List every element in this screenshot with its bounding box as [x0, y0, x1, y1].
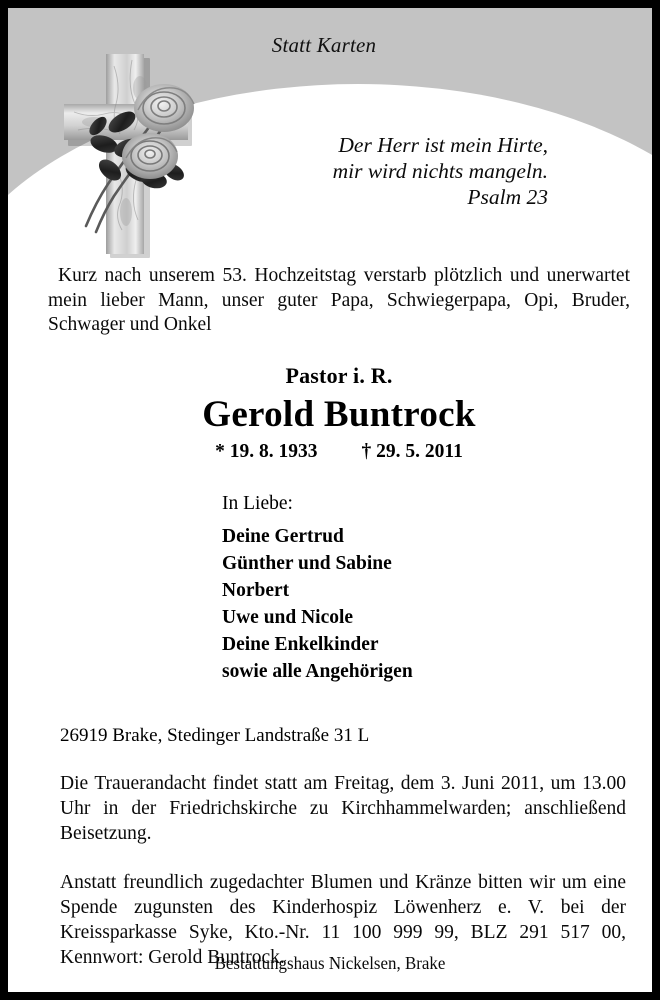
notice-body — [8, 258, 652, 989]
funeral-home-credit: Bestattungshaus Nickelsen, Brake — [214, 953, 446, 973]
mourner-name: Günther und Sabine — [222, 552, 392, 574]
psalm-quote — [333, 132, 548, 210]
psalm-line-1: Der Herr ist mein Hirte, — [338, 133, 548, 157]
family-address: 26919 Brake, Stedinger Landstraße 31 L — [60, 724, 370, 746]
mourner-name: Uwe und Nicole — [222, 606, 354, 628]
birth-date — [215, 441, 317, 462]
mourner-name: Norbert — [222, 579, 290, 601]
life-dates — [48, 441, 630, 463]
mourner-name: Deine Gertrud — [222, 525, 344, 547]
birth-date-value: 19. 8. 1933 — [229, 440, 318, 462]
psalm-line-2: mir wird nichts mangeln. — [332, 159, 548, 183]
mourners-heading: In Liebe: — [222, 492, 293, 514]
header-band — [8, 8, 652, 258]
death-date-value: 29. 5. 2011 — [376, 440, 463, 462]
marble-cross-with-roses-icon — [44, 52, 210, 258]
death-date — [362, 441, 463, 462]
deceased-name: Gerold Buntrock — [202, 393, 476, 435]
death-cross-icon: † — [361, 440, 372, 462]
service-details: Die Trauerandacht findet statt am Freitag, dem 3. Juni 2011, um 13.00 Uhr in der Friedrichskirche zu Kirchhammelwarden; anschließend Beisetzung. — [60, 772, 626, 844]
mourners-list — [48, 493, 630, 685]
mourner-name: Deine Enkelkinder — [222, 633, 379, 655]
announcement-text: Kurz nach unserem 53. Hochzeitstag verstarb plötzlich und unerwartet mein lieber Mann, unser guter Papa, Schwiegerpapa, Opi, Bruder, Schwager und Onkel — [48, 265, 630, 335]
mourner-name: sowie alle Angehörigen — [222, 660, 413, 682]
donation-request: Anstatt freundlich zugedachter Blumen und Kränze bitten wir um eine Spende zugunsten des Kinderhospiz Löwenherz e. V. bei der Kreissparkasse Syke, Kto.-Nr. 11 100 999 99, BLZ 291 517 00, Kennwort: Gerold Buntrock. — [60, 871, 626, 968]
birth-star-icon: * — [215, 440, 225, 462]
deceased-title: Pastor i. R. — [285, 362, 393, 388]
statt-karten-heading: Statt Karten — [271, 33, 377, 57]
psalm-reference: Psalm 23 — [467, 185, 548, 209]
